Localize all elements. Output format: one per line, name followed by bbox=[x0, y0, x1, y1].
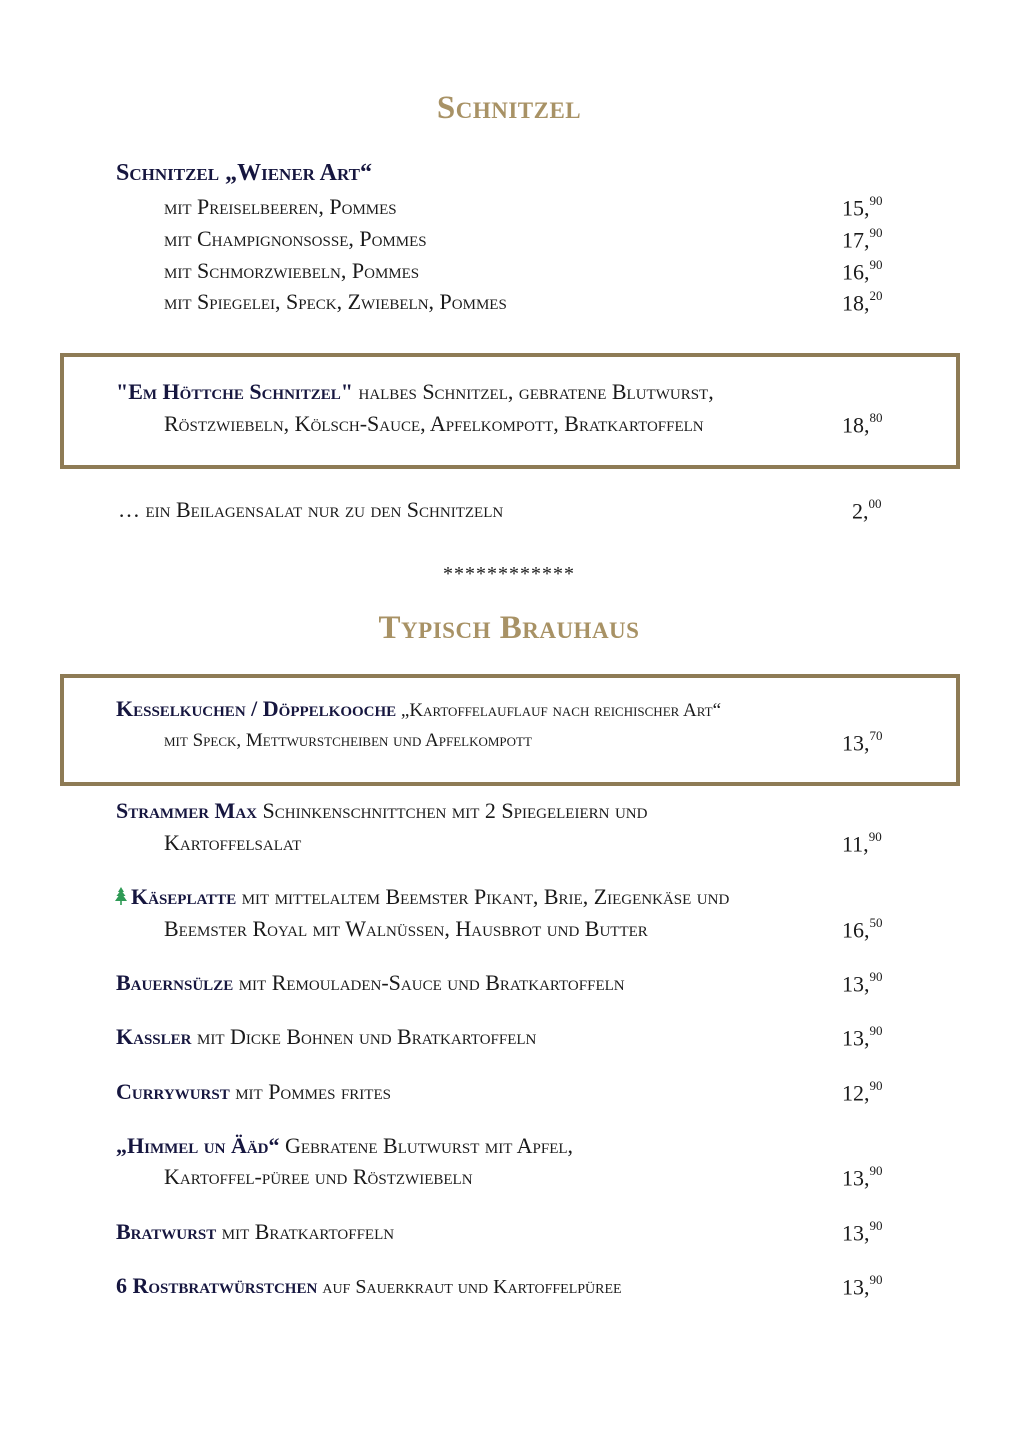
section-title-brauhaus: Typisch Brauhaus bbox=[378, 610, 640, 646]
item-desc: mit Pommes frites bbox=[229, 1079, 391, 1104]
price bbox=[842, 1218, 883, 1246]
item-name: 6 Rostbratwürstchen bbox=[116, 1273, 318, 1298]
price-int: 13, bbox=[842, 1165, 870, 1191]
variant-desc: mit Spiegelei, Speck, Zwiebeln, Pommes bbox=[164, 289, 507, 314]
item-name: Currywurst bbox=[116, 1079, 230, 1104]
item-desc-line2: Kartoffel-püree und Röstzwiebeln bbox=[164, 1164, 473, 1189]
item-desc-line2: Kartoffelsalat bbox=[164, 830, 302, 855]
item-desc: halbes Schnitzel, gebratene Blutwurst, bbox=[352, 379, 714, 404]
price-dec: 90 bbox=[869, 1272, 883, 1287]
price bbox=[842, 193, 883, 221]
special-item-line1 bbox=[116, 381, 714, 403]
price-int: 18, bbox=[842, 412, 870, 438]
section-separator: ************ bbox=[443, 563, 575, 585]
price-dec: 00 bbox=[868, 496, 882, 511]
variant-desc: mit Preiselbeeren, Pommes bbox=[164, 194, 397, 219]
item-name-kesselkuchen: Kesselkuchen / Döppelkooche bbox=[116, 696, 397, 721]
price-dec: 80 bbox=[869, 410, 883, 425]
variant-desc: mit Schmorzwiebeln, Pommes bbox=[164, 258, 420, 283]
menu-item-line1 bbox=[114, 886, 729, 908]
item-name: Käseplatte bbox=[131, 884, 237, 909]
price bbox=[842, 728, 883, 756]
price bbox=[842, 410, 883, 438]
item-desc: auf Sauerkraut und Kartoffelpüree bbox=[317, 1276, 622, 1298]
item-name-hoettche-schnitzel: "Em Höttche Schnitzel" bbox=[116, 379, 353, 404]
price bbox=[842, 1163, 883, 1191]
price-dec: 90 bbox=[868, 829, 882, 844]
item-desc: mit Bratkartoffeln bbox=[216, 1219, 395, 1244]
item-name: Bauernsülze bbox=[116, 970, 234, 995]
price-int: 13, bbox=[842, 971, 870, 997]
price-dec: 70 bbox=[869, 728, 883, 743]
price-dec: 90 bbox=[869, 1078, 883, 1093]
price-int: 16, bbox=[842, 917, 870, 943]
price bbox=[842, 969, 883, 997]
price-int: 13, bbox=[842, 730, 870, 756]
item-name-wiener-schnitzel: Schnitzel „Wiener Art“ bbox=[116, 160, 372, 186]
variant-desc: mit Champignonsoße, Pommes bbox=[164, 226, 427, 251]
price-int: 15, bbox=[842, 195, 870, 221]
price bbox=[842, 1023, 883, 1051]
price-int: 13, bbox=[842, 1025, 870, 1051]
price-int: 13, bbox=[842, 1220, 870, 1246]
side-salad-desc: … ein Beilagensalat nur zu den Schnitzeln bbox=[118, 497, 504, 522]
section-title-schnitzel: Schnitzel bbox=[436, 90, 582, 126]
price-dec: 90 bbox=[869, 225, 883, 240]
price-int: 17, bbox=[842, 227, 870, 253]
item-desc: „Kartoffelauflauf nach reichischer Art“ bbox=[396, 700, 721, 721]
price-dec: 90 bbox=[869, 1218, 883, 1233]
price-dec: 90 bbox=[869, 193, 883, 208]
price bbox=[842, 257, 883, 285]
featured-item-line1 bbox=[116, 698, 721, 720]
price bbox=[852, 496, 882, 524]
item-name: Kassler bbox=[116, 1024, 192, 1049]
price bbox=[842, 915, 883, 943]
price-dec: 90 bbox=[869, 1023, 883, 1038]
price bbox=[842, 1078, 883, 1106]
price-int: 12, bbox=[842, 1080, 870, 1106]
price bbox=[842, 829, 882, 857]
price-int: 13, bbox=[842, 1274, 870, 1300]
menu-item-line1 bbox=[116, 1081, 391, 1103]
menu-item-line1 bbox=[116, 1026, 536, 1048]
pine-tree-icon bbox=[114, 887, 128, 905]
item-desc: Gebratene Blutwurst mit Apfel, bbox=[279, 1133, 574, 1158]
menu-item-line1 bbox=[116, 1135, 573, 1157]
price bbox=[842, 1272, 883, 1300]
menu-item-line1 bbox=[116, 800, 647, 822]
price-dec: 90 bbox=[869, 969, 883, 984]
item-desc-line2: mit Speck, Mettwurstcheiben und Apfelkompott bbox=[164, 730, 532, 751]
item-desc: mit Dicke Bohnen und Bratkartoffeln bbox=[191, 1024, 537, 1049]
price-int: 2, bbox=[852, 498, 869, 524]
item-name: Strammer Max bbox=[116, 798, 257, 823]
price bbox=[842, 288, 883, 316]
price-int: 16, bbox=[842, 259, 870, 285]
price bbox=[842, 225, 883, 253]
price-dec: 90 bbox=[869, 257, 883, 272]
item-desc: Schinkenschnittchen mit 2 Spiegeleiern und bbox=[257, 798, 648, 823]
menu-item-line1 bbox=[116, 1221, 394, 1243]
item-name: Bratwurst bbox=[116, 1219, 217, 1244]
price-dec: 90 bbox=[869, 1163, 883, 1178]
item-desc: mit Remouladen-Sauce und Bratkartoffeln bbox=[233, 970, 625, 995]
item-desc: mit mittelaltem Beemster Pikant, Brie, Ziegenkäse und bbox=[236, 884, 730, 909]
price-int: 18, bbox=[842, 290, 870, 316]
item-desc-line2: Röstzwiebeln, Kölsch-Sauce, Apfelkompott, Bratkartoffeln bbox=[164, 411, 704, 436]
price-dec: 50 bbox=[869, 915, 883, 930]
price-dec: 20 bbox=[869, 288, 883, 303]
menu-item-line1 bbox=[116, 1275, 622, 1297]
menu-item-line1 bbox=[116, 972, 625, 994]
item-name: „Himmel un Ääd“ bbox=[116, 1133, 280, 1158]
price-int: 11, bbox=[842, 831, 869, 857]
item-desc-line2: Beemster Royal mit Walnüssen, Hausbrot und Butter bbox=[164, 916, 648, 941]
